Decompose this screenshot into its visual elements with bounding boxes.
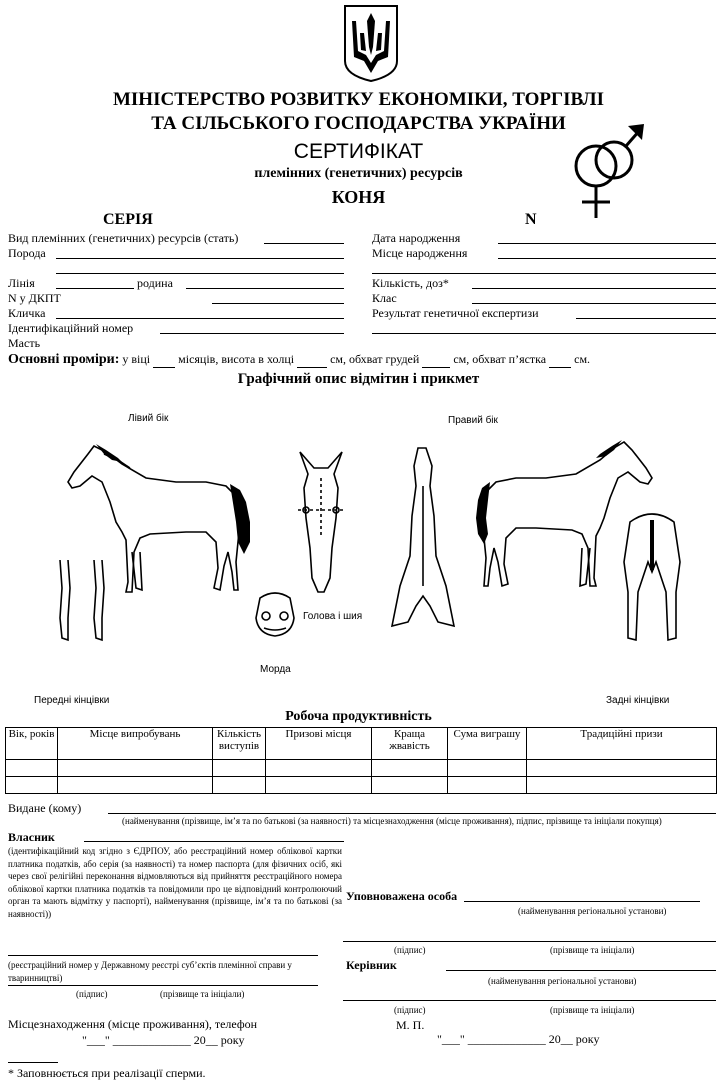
field-resource-type-label: Вид племінних (генетичних) ресурсів (стать) [8,231,239,245]
footnote: * Заповнюється при реалізації сперми. [8,1066,206,1080]
field-birth-place-extra-line[interactable] [372,273,716,274]
head-signature-line[interactable] [343,1000,716,1001]
right-side-label: Правий бік [448,415,498,426]
productivity-table [5,727,717,794]
table-row[interactable] [6,777,717,794]
field-name-input[interactable] [56,318,344,319]
horse-head-front-drawing [292,448,350,598]
authorized-signature-line[interactable] [343,941,716,942]
col-header-test-place: Місце випробувань [58,728,213,760]
hind-limbs-drawing [620,512,684,646]
field-doses-label: Кількість, доз* [372,276,449,290]
col-header-winnings: Сума виграшу [448,728,527,760]
head-label: Керівник [346,958,397,972]
owner-note: (ідентифікаційний код згідно з ЄДРПОУ, або реєстраційний номер облікової картки платника податків, або серія (за наявності) та номер паспорта (для фізичних осіб, які через свої релігійні переконання відмовляються від прийняття реєстраційного номера облікової картки платника податків та повідомили про це відповідний контролюючий орган та мають відмітку у паспорті), найменування (прізвище, ім’я та по батькові (за наявності)) [8,846,342,919]
field-breed-extra-line[interactable] [56,273,344,274]
field-class-input[interactable] [472,303,716,304]
measurements-age-input[interactable] [153,352,175,368]
owner-registry-input[interactable] [8,955,318,956]
ministry-line-2: ТА СІЛЬСЬКОГО ГОСПОДАРСТВА УКРАЇНИ [151,113,566,134]
field-birth-date-label: Дата народження [372,231,461,245]
field-genetic-exam-input[interactable] [576,318,716,319]
productivity-title: Робоча продуктивність [285,709,432,724]
field-resource-type-input[interactable] [264,243,344,244]
col-header-traditional-prizes: Традиційні призи [527,728,717,760]
trident-coat-of-arms-icon [342,3,400,83]
measurements-chest-text: см, обхват грудей [330,352,420,366]
number-label: N [525,211,537,228]
owner-signature-line[interactable] [8,985,318,986]
issued-input[interactable] [108,813,716,814]
head-note: (найменування регіональної установи) [488,976,637,986]
graphic-title: Графічний опис відмітин і прикмет [237,371,480,387]
col-header-prize-places: Призові місця [266,728,372,760]
authorized-note: (найменування регіональної установи) [518,906,667,916]
measurements-row [8,352,590,368]
field-genetic-exam-label: Результат генетичної експертизи [372,306,539,320]
col-header-age: Вік, років [6,728,58,760]
measurements-age-text: у віці [122,352,151,366]
field-dkpt-input[interactable] [212,303,344,304]
field-birth-place-label: Місце народження [372,246,468,260]
field-line-label: Лінія [8,276,35,290]
front-limbs-label: Передні кінцівки [34,695,110,706]
field-birth-date-input[interactable] [498,243,716,244]
authorized-input[interactable] [464,901,700,902]
footnote-divider [8,1062,58,1063]
stamp-label: М. П. [396,1018,425,1032]
col-header-best-speed: Краща жвавість [372,728,448,760]
issued-label: Видане (кому) [8,801,82,815]
field-name-label: Кличка [8,306,46,320]
field-genetic-exam-extra-line[interactable] [372,333,716,334]
col-header-starts: Кількість виступів [213,728,266,760]
measurements-cannon-text: см, обхват п’ястка [453,352,547,366]
table-row[interactable] [6,760,717,777]
authorized-signature-caption: (підпис) [394,945,426,955]
field-breed-label: Порода [8,246,46,260]
field-breed-input[interactable] [56,258,344,259]
ministry-line-1: МІНІСТЕРСТВО РОЗВИТКУ ЕКОНОМІКИ, ТОРГІВЛІ [112,89,604,110]
owner-label: Власник [8,830,55,844]
series-label: СЕРІЯ [103,211,153,228]
field-doses-input[interactable] [472,288,716,289]
left-side-label: Лівий бік [128,413,169,424]
field-line-input[interactable] [56,288,134,289]
head-signature-caption: (підпис) [394,1005,426,1015]
owner-registry-note: (реєстраційний номер у Державному реєстрі суб’єктів племінної справи у тваринництві) [8,960,292,983]
owner-input[interactable] [84,841,344,842]
owner-date[interactable]: "___" _____________ 20__ року [82,1033,245,1047]
muzzle-label: Морда [260,664,291,675]
authorized-name-caption: (прізвище та ініціали) [550,945,635,955]
head-name-caption: (прізвище та ініціали) [550,1005,635,1015]
authorized-label: Уповноважена особа [346,889,458,903]
owner-signature-caption: (підпис) [76,989,108,999]
issued-note: (найменування (прізвище, ім’я та по батькові (за наявності) та місцезнаходження (місце проживання), підпис, прізвище та ініціали покупця) [122,816,662,826]
field-birth-place-input[interactable] [498,258,716,259]
animal-type: КОНЯ [331,187,386,207]
owner-location-label: Місцезнаходження (місце проживання), телефон [8,1017,258,1031]
front-limbs-drawing [54,558,114,644]
measurements-end-text: см. [574,352,591,366]
measurements-label: Основні проміри: [8,352,120,367]
field-class-label: Клас [372,291,397,305]
owner-name-caption: (прізвище та ініціали) [160,989,245,999]
measurements-cannon-input[interactable] [549,352,571,368]
field-dkpt-label: N у ДКПТ [8,291,61,305]
measurements-chest-input[interactable] [422,352,450,368]
doc-subtitle: племінних (генетичних) ресурсів [254,166,463,181]
table-header-row [6,728,717,760]
head-date[interactable]: "___" _____________ 20__ року [437,1032,600,1046]
field-family-label: родина [137,276,173,290]
head-neck-label: Голова і шия [303,611,363,622]
horse-muzzle-drawing [254,590,296,640]
horse-neck-top-drawing [390,446,456,632]
field-color-label: Масть [8,336,41,350]
gender-male-female-icon [570,122,648,220]
field-family-input[interactable] [186,288,344,289]
field-id-number-input[interactable] [160,333,344,334]
head-input[interactable] [446,970,716,971]
measurements-months-text: місяців, висота в холці [178,352,295,366]
hind-limbs-label: Задні кінцівки [606,695,670,706]
measurements-height-input[interactable] [297,352,327,368]
field-id-number-label: Ідентифікаційний номер [8,321,134,335]
doc-title: СЕРТИФІКАТ [293,140,424,163]
